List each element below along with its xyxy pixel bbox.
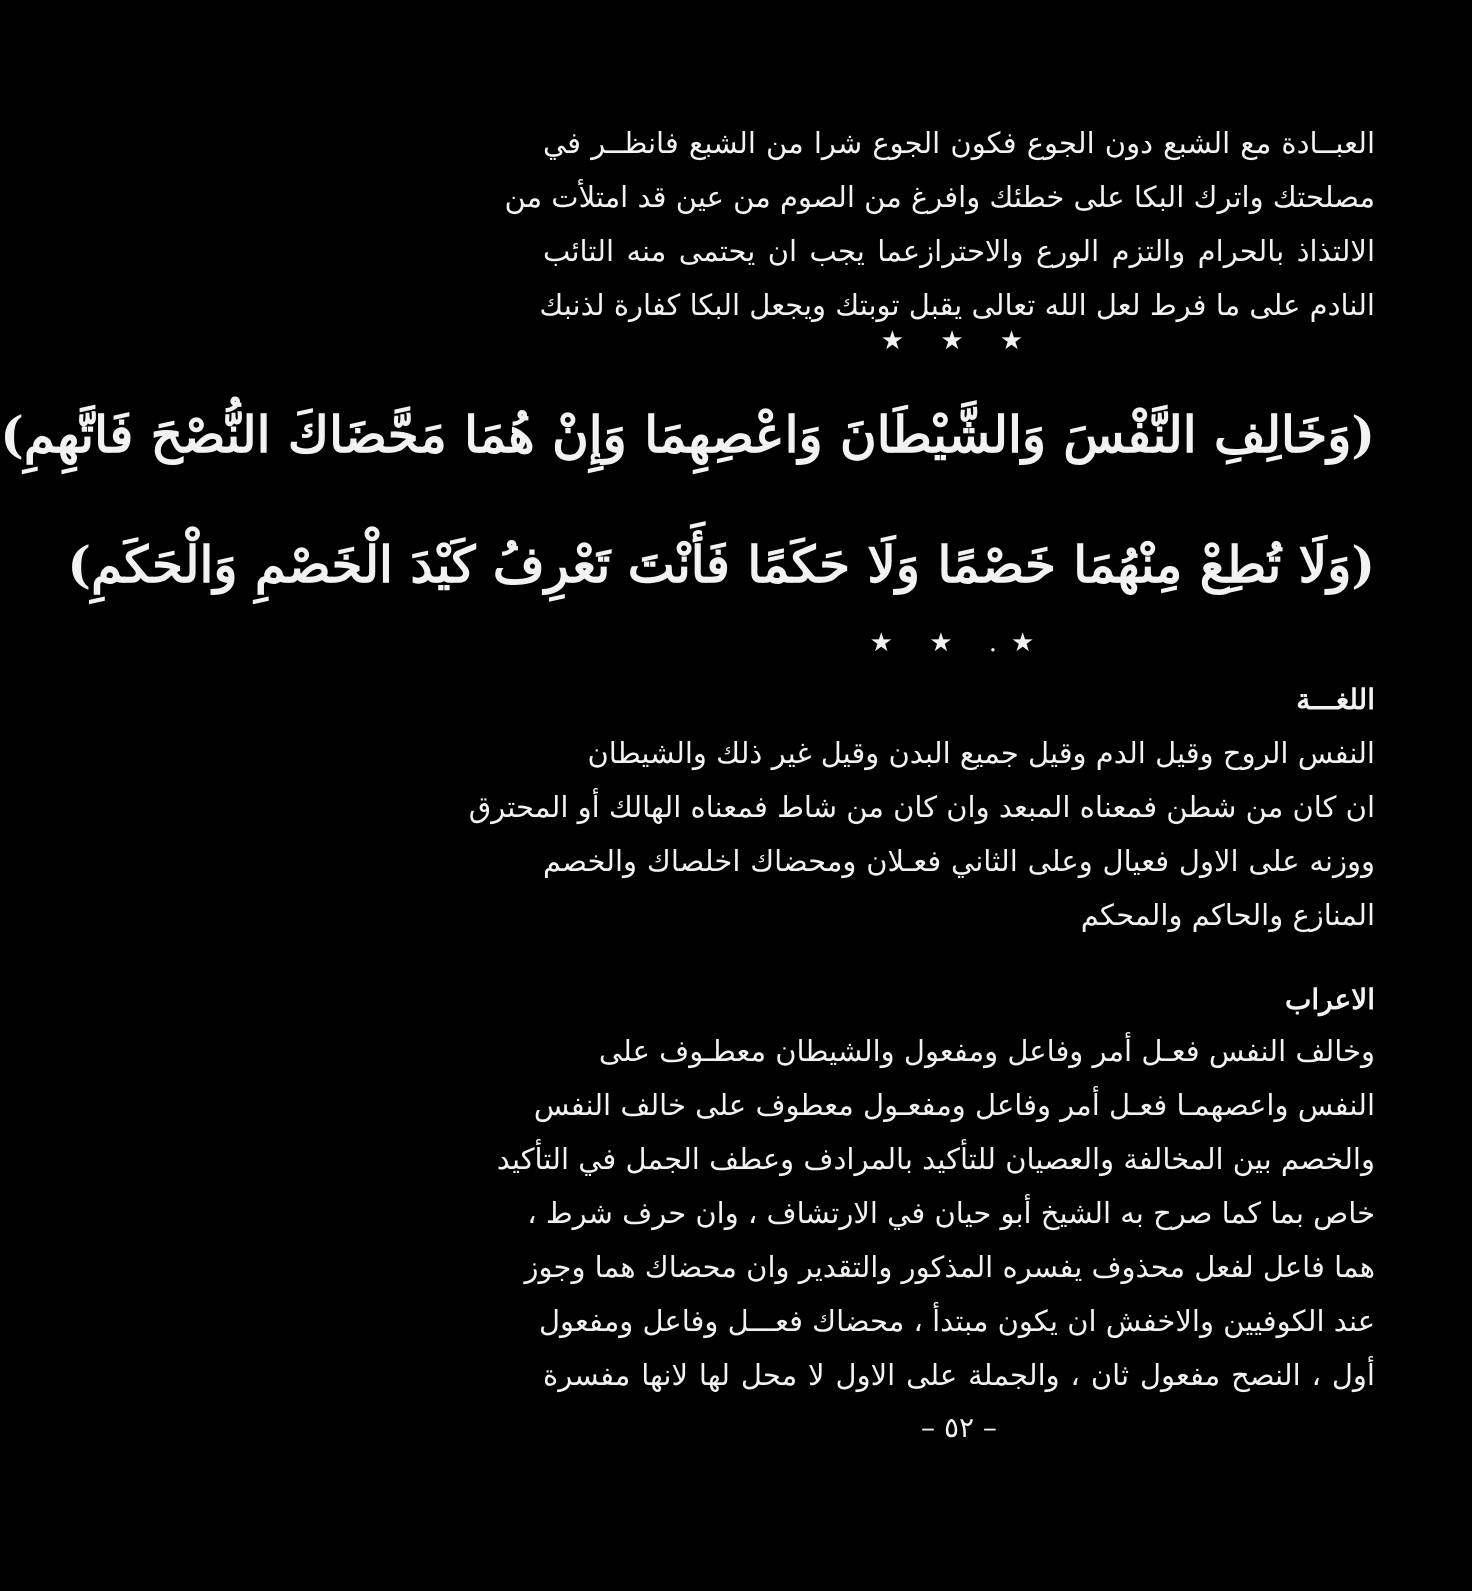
section-divider-stars: ★ ★ .★ bbox=[869, 628, 1049, 658]
text-line: والخصم بين المخالفة والعصيان للتأكيد بالمرادف وعطف الجمل في التأكيد bbox=[496, 1142, 1375, 1176]
text-line: أول ، النصح مفعول ثان ، والجملة على الاول لا محل لها لانها مفسرة bbox=[543, 1358, 1375, 1392]
section-heading-lugha: اللغـــة bbox=[1296, 683, 1375, 716]
section-heading-irab: الاعراب bbox=[1284, 983, 1375, 1016]
verse-line: (وَلَا تُطِعْ مِنْهُمَا خَصْمًا وَلَا حَكَمًا فَأَنْتَ تَعْرِفُ كَيْدَ الْخَصْمِ وَالْحَكَمِ) bbox=[67, 535, 1375, 594]
book-page bbox=[0, 118, 1375, 1538]
text-line: النفس واعصهمـا فعـل أمر وفاعل ومفعـول معطوف على خالف النفس bbox=[533, 1088, 1375, 1122]
text-line: مصلحتك واترك البكا على خطئك وافرغ من الصوم من عين قد امتلأت من bbox=[504, 180, 1375, 214]
text-line: عند الكوفيين والاخفش ان يكون مبتدأ ، محضاك فعـــل وفاعل ومفعول bbox=[538, 1304, 1375, 1338]
text-line: وخالف النفس فعـل أمر وفاعل ومفعول والشيطان معطـوف على bbox=[598, 1034, 1375, 1068]
text-line: خاص بما كما صرح به الشيخ أبو حيان في الارتشاف ، وان حرف شرط ، bbox=[527, 1196, 1375, 1230]
text-line: ان كان من شطن فمعناه المبعد وان كان من شاط فمعناه الهالك أو المحترق bbox=[468, 790, 1375, 824]
text-line: العبــادة مع الشبع دون الجوع فكون الجوع شرا من الشبع فانظــر في bbox=[543, 126, 1375, 160]
verse-line: (وَخَالِفِ النَّفْسَ وَالشَّيْطَانَ وَاعْصِهِمَا وَإِنْ هُمَا مَحَّضَاكَ النُّصْحَ فَاتَّهِمِ) bbox=[0, 405, 1375, 464]
section-divider-stars: ★ ★ ★ bbox=[880, 326, 1038, 356]
text-line: هما فاعل لفعل محذوف يفسره المذكور والتقدير وان محضاك هما وجوز bbox=[524, 1250, 1375, 1284]
text-line: ووزنه على الاول فعيال وعلى الثاني فعـلان ومحضاك اخلصاك والخصم bbox=[543, 844, 1375, 878]
text-line: الالتذاذ بالحرام والتزم الورع والاحترازعما يجب ان يحتمى منه التائب bbox=[543, 234, 1375, 268]
text-line: المنازع والحاكم والمحكم bbox=[1080, 898, 1375, 932]
text-line: النادم على ما فرط لعل الله تعالى يقبل توبتك ويجعل البكا كفارة لذنبك bbox=[539, 288, 1375, 322]
text-line: النفس الروح وقيل الدم وقيل جميع البدن وقيل غير ذلك والشيطان bbox=[587, 736, 1375, 770]
page-number: – ٥٢ – bbox=[921, 1411, 997, 1444]
